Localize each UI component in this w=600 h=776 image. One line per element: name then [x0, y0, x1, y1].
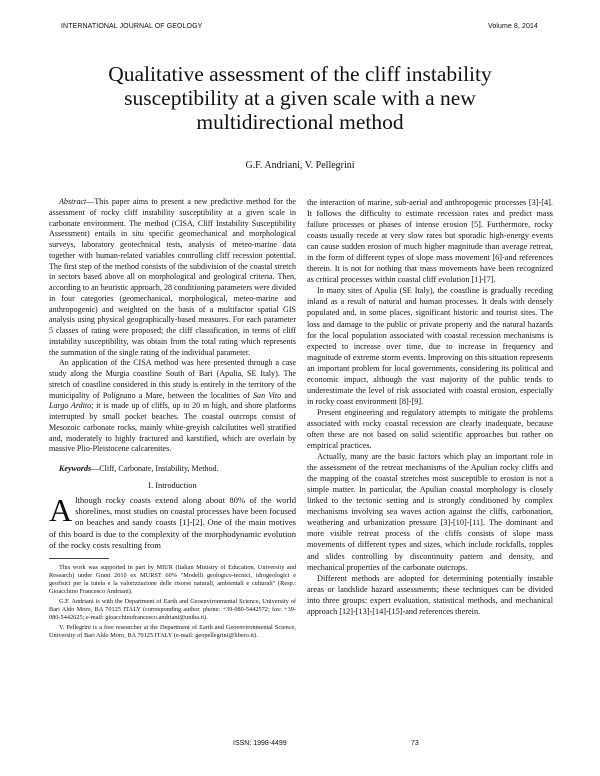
issn: ISSN: 1998-4499 [233, 740, 287, 747]
body-paragraph: Different methods are adopted for determining potentially instable areas or landslide hazard assessments; these techniques can be divided into three groups: expert evaluation, statistical methods, and mechanical approach [12]-[13]-[14]-[15]-and references therein. [307, 573, 553, 616]
abstract-paragraph-2: An application of the CISA method was here presented through a case study along the Murgia coastline South of Bari (Apulia, SE Italy). The stretch of coastline considered in this study is entirely in the territory of the municipality of Polignano a Mare, between the localities of San Vito and Largo Ardito; it is made up of cliffs, up to 20 m high, and shore platforms interrupted by small pocket beaches. The coastal outcrops consist of Mesozoic carbonate rocks, mainly white-greyish calcilutites well stratified and, moderately to highly fractured and karstified, which are overlain by massive Plio-Pleistocene calcarenites. [49, 358, 296, 454]
abstract-paragraph [49, 197, 296, 358]
running-header [61, 23, 538, 33]
left-column [49, 197, 296, 642]
intro-paragraph: Although rocky coasts extend along about 80% of the world shorelines, most studies on coastal processes have been focused on beaches and sandy coasts [1]-[2]. One of the main motives of this board is due to the complexity of the morphodynamic evolution of the rocky costs resulting from [49, 491, 296, 551]
abstract-text: —This paper aims to present a new predictive method for the assessment of rocky cliff instability susceptibility at a given scale in carbonate environment. The method (CISA, Cliff Instability Susceptibility Assessment) entails in situ specific geomechanical and morphological surveys, laboratory geotechnical tests, analysis of meteo-marine data together with human-related variables controlling cliff recession potential. The first step of the method consists of the subdivision of the coastal stretch in sectors based above all on morphological and geological criteria. Then, according to an heuristic approach, 28 conditioning parameters were divided in four categories (geomechanical, morphological, meteo-marine and anthropogenic) and weighted on the basis of a multifactor spatial GIS analysis using physical geographically-based measures. For each parameter 5 classes of rating were proposed; the cliff classification, in terms of cliff instability susceptibility, was obtain from the total rating which represents the summation of the single rating of the individual parameter. [49, 197, 296, 357]
body-paragraph: the interaction of marine, sub-aerial and anthropogenic processes [3]-[4]. It follows the difficulty to estimate recession rates and predict mass failure processes or phases of intense erosion [5]. Furthermore, rocky coasts usually recede at very slow rates but sporadic high-energy events can cause sudden erosion of much higher magnitude than average retreat, in the form of different types of slope mass movement [6]-and references therein. It is not for nothing that mass movements have been recognized as critical processes within coastal cliff evolution [1]-[7]. [307, 198, 553, 285]
section-heading: I. Introduction [148, 480, 197, 490]
place-name: Largo Ardito [49, 401, 92, 411]
footnote-divider [49, 558, 109, 559]
abstract-label: Abstract [59, 197, 87, 206]
page-number: 73 [411, 740, 419, 747]
keywords-label: Keywords [59, 464, 92, 473]
footnote-author-2: V. Pellegrini is a free researcher at the Department of Earth and Geoenvironmental Science, University of Bari Aldo Moro, BA 70125 ITALY (e-mail: geopellegrini@libero.it). [49, 624, 296, 640]
keywords-text: —Cliff, Carbonate, Instability, Method. [91, 464, 219, 473]
footnotes [49, 564, 296, 641]
drop-cap: A [49, 491, 73, 528]
right-column [307, 197, 553, 617]
place-name: San Vito [253, 390, 282, 400]
body-paragraph: In many sites of Apulia (SE Italy), the coastline is gradually receding inland as a result of natural and human processes. It deals with densely populated and, in some places, significant historic and tourist sites. The loss and damage to the public or private property and the natural hazards for the local population associated with coastal recession mechanisms is expected to increase over time, due to increase in frequency and magnitude of extreme storm events. Improving on this situation represents an important problem for local governments, considering its political and economic impact, although the vast majority of the public tends to underestimate the level of risk associated with coastal erosion, especially in rocky coast environment [8]-[9]. [307, 286, 553, 406]
footnote-author-1: G.F. Andriani is with the Department of Earth and Geoenvironmental Science, University of Bari Aldo Moro, BA 70125 ITALY (corresponding author. phone: +39-080-5442572; fax: +39-080-5442625; e-mail: gioacchinofrancesco.andriani@uniba.it). [49, 597, 296, 622]
journal-name: INTERNATIONAL JOURNAL OF GEOLOGY [61, 23, 203, 30]
footnote-funding: This work was supported in part by MIUR (Italian Ministry of Education, University and Research) under Grant 2010 ex MURST 60% "Modelli geologico-tecnici, idrogeologici e geofisici per la tutela e la valorizzazione delle risorse naturali, ambientali e culturali" (Resp.: Gioacchino Francesco Andriani). [49, 563, 296, 595]
volume-info: Volume 8, 2014 [487, 23, 538, 30]
body-paragraph: Actually, many are the basic factors which play an important role in the assessment of the retreat mechanisms of the Apulian rocky cliffs and the mapping of the coastal stretches most susceptible to erosion is not a simple matter. In particular, the Apulian coastal morphology is closely linked to the tectonic setting and is strongly conditioned by complex mechanisms involving sea waves action against the cliffs, carbonation, weathering and urbanization pressure [3]-[10]-[11]. The dominant and more visible retreat process of the cliffs consists of slope mass movements of different types and sizes, which include rockfalls, topples and slides controlling by discontinuity pattern and density, and mechanical properties of the carbonate outcrops. [307, 452, 553, 572]
body-paragraph: Present engineering and regulatory attempts to mitigate the problems associated with rocky coastal recession are clearly inadequate, because often these are not based on solid scientific approaches but rather on empirical practices. [307, 407, 553, 451]
keywords [49, 464, 296, 475]
paper-title: Qualitative assessment of the cliff instability susceptibility at a given scale with a new multidirectional method [108, 62, 492, 134]
authors: G.F. Andriani, V. Pellegrini [245, 160, 355, 171]
